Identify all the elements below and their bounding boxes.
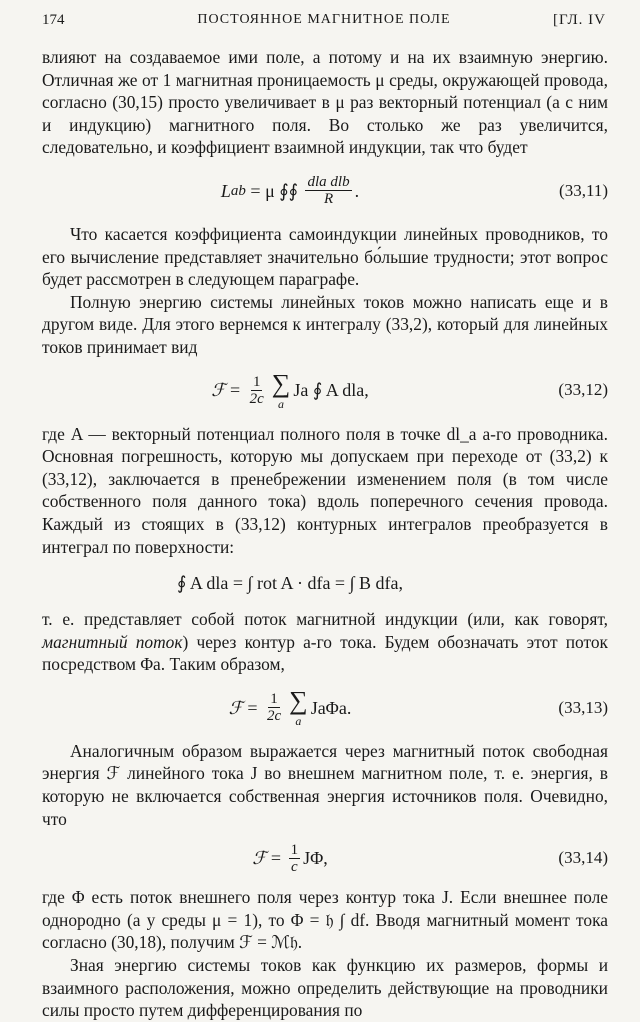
paragraph-2: Что касается коэффициента самоиндукции линейных проводников, то его вычисление представляет значительно бо́льшие трудности; этот вопрос будет рассмотрен в следующем параграфе. [42, 223, 608, 290]
paragraph-6: Аналогичным образом выражается через магнитный поток свободная энергия ℱ линейного тока J во внешнем магнитном поле, т. е. энергия, в которую не включается собственная энергия источников поля. Очевидно, что [42, 740, 608, 829]
equation-33-14 [42, 832, 608, 884]
paragraph-5: т. е. представляет собой поток магнитной индукции (или, как говорят, магнитный поток) через контур a-го тока. Будем обозначать этот поток посредством Φa. Таким образом, [42, 609, 608, 675]
fraction: $\frac{1}{c}$ [290, 841, 299, 875]
sum-symbol: ∑ a [271, 368, 291, 411]
paragraph-3: Полную энергию системы линейных токов можно написать еще и в другом виде. Для этого вернемся к интегралу (33,2), который для линейных токов принимает вид [42, 291, 608, 357]
sum-symbol: ∑ a [289, 685, 308, 728]
paragraph-1: влияют на создаваемое ими поле, а потому и на их взаимную энергию. Отличная же от 1 магнитная проницаемость μ среды, окружающей провода, согласно (30,15) просто увеличивает в μ раз векторный потенциал (а с ним и индукцию) магнитного поля. Во столько же раз увеличится, следовательно, и коэффициент взаимной индукции, так что будет [42, 47, 608, 158]
paragraph-8: Зная энергию системы токов как функцию их размеров, формы и взаимного расположения, можно определить действующие на проводники силы просто путем дифференцирования по [42, 955, 608, 1021]
fraction: $\frac{1}{2c}$ [249, 374, 264, 408]
page-body [42, 46, 608, 1022]
chapter-label: [ГЛ. IV [552, 12, 606, 28]
equation-number: (33,11) [559, 180, 608, 200]
equation-33-13 [42, 678, 608, 738]
emphasis-magnetic-flux: магнитный поток [42, 631, 183, 652]
equation-body: ℱ = $\frac{1}{2c}$ ∑ a JaΦa. [228, 685, 352, 728]
paragraph-4: где A — векторный потенциал полного поля в точке dl_a a-го проводника. Основная погрешность, которую мы допускаем при переходе от (33,2) к (33,12), заключается в пренебрежении изменением поля (в том числе собственного поля данного тока) вдоль поперечного сечения провода. Каждый из стоящих в (33,12) контурных интегралов преобразуется в интеграл по поверхности: [42, 423, 608, 557]
fraction: $\frac{\text{dla dlb}}{R}$ [307, 174, 350, 208]
equation-body: L ab = μ ∮∮ $\frac{\text{dla dlb}}{R}$ . [220, 174, 360, 208]
equation-number: (33,13) [558, 697, 608, 717]
equation-body: ∮ A dla = ∫ rot A · dfa = ∫ B dfa, [176, 572, 404, 593]
paragraph-7: где Φ есть поток внешнего поля через контур тока J. Если внешнее поле однородно (а у среды μ = 1), то Φ = 𝔥 ∫ df. Вводя магнитный момент тока согласно (30,18), получим ℱ = ℳ𝔥. [42, 887, 608, 953]
equation-body: ℱ = $\frac{1}{c}$ JΦ, [252, 841, 328, 875]
equation-body: ℱ = $\frac{1}{2c}$ ∑ a Ja ∮ A dla, [211, 368, 369, 411]
equation-number: (33,14) [558, 847, 608, 867]
running-title: ПОСТОЯННОЕ МАГНИТНОЕ ПОЛЕ [197, 12, 451, 27]
fraction: $\frac{1}{2c}$ [266, 691, 282, 725]
equation-33-12 [42, 361, 608, 421]
running-header [42, 8, 606, 32]
equation-number: (33,12) [558, 380, 608, 400]
equation-surface-integral [42, 560, 608, 606]
equation-33-11 [42, 161, 608, 221]
page-number: 174 [42, 12, 65, 28]
